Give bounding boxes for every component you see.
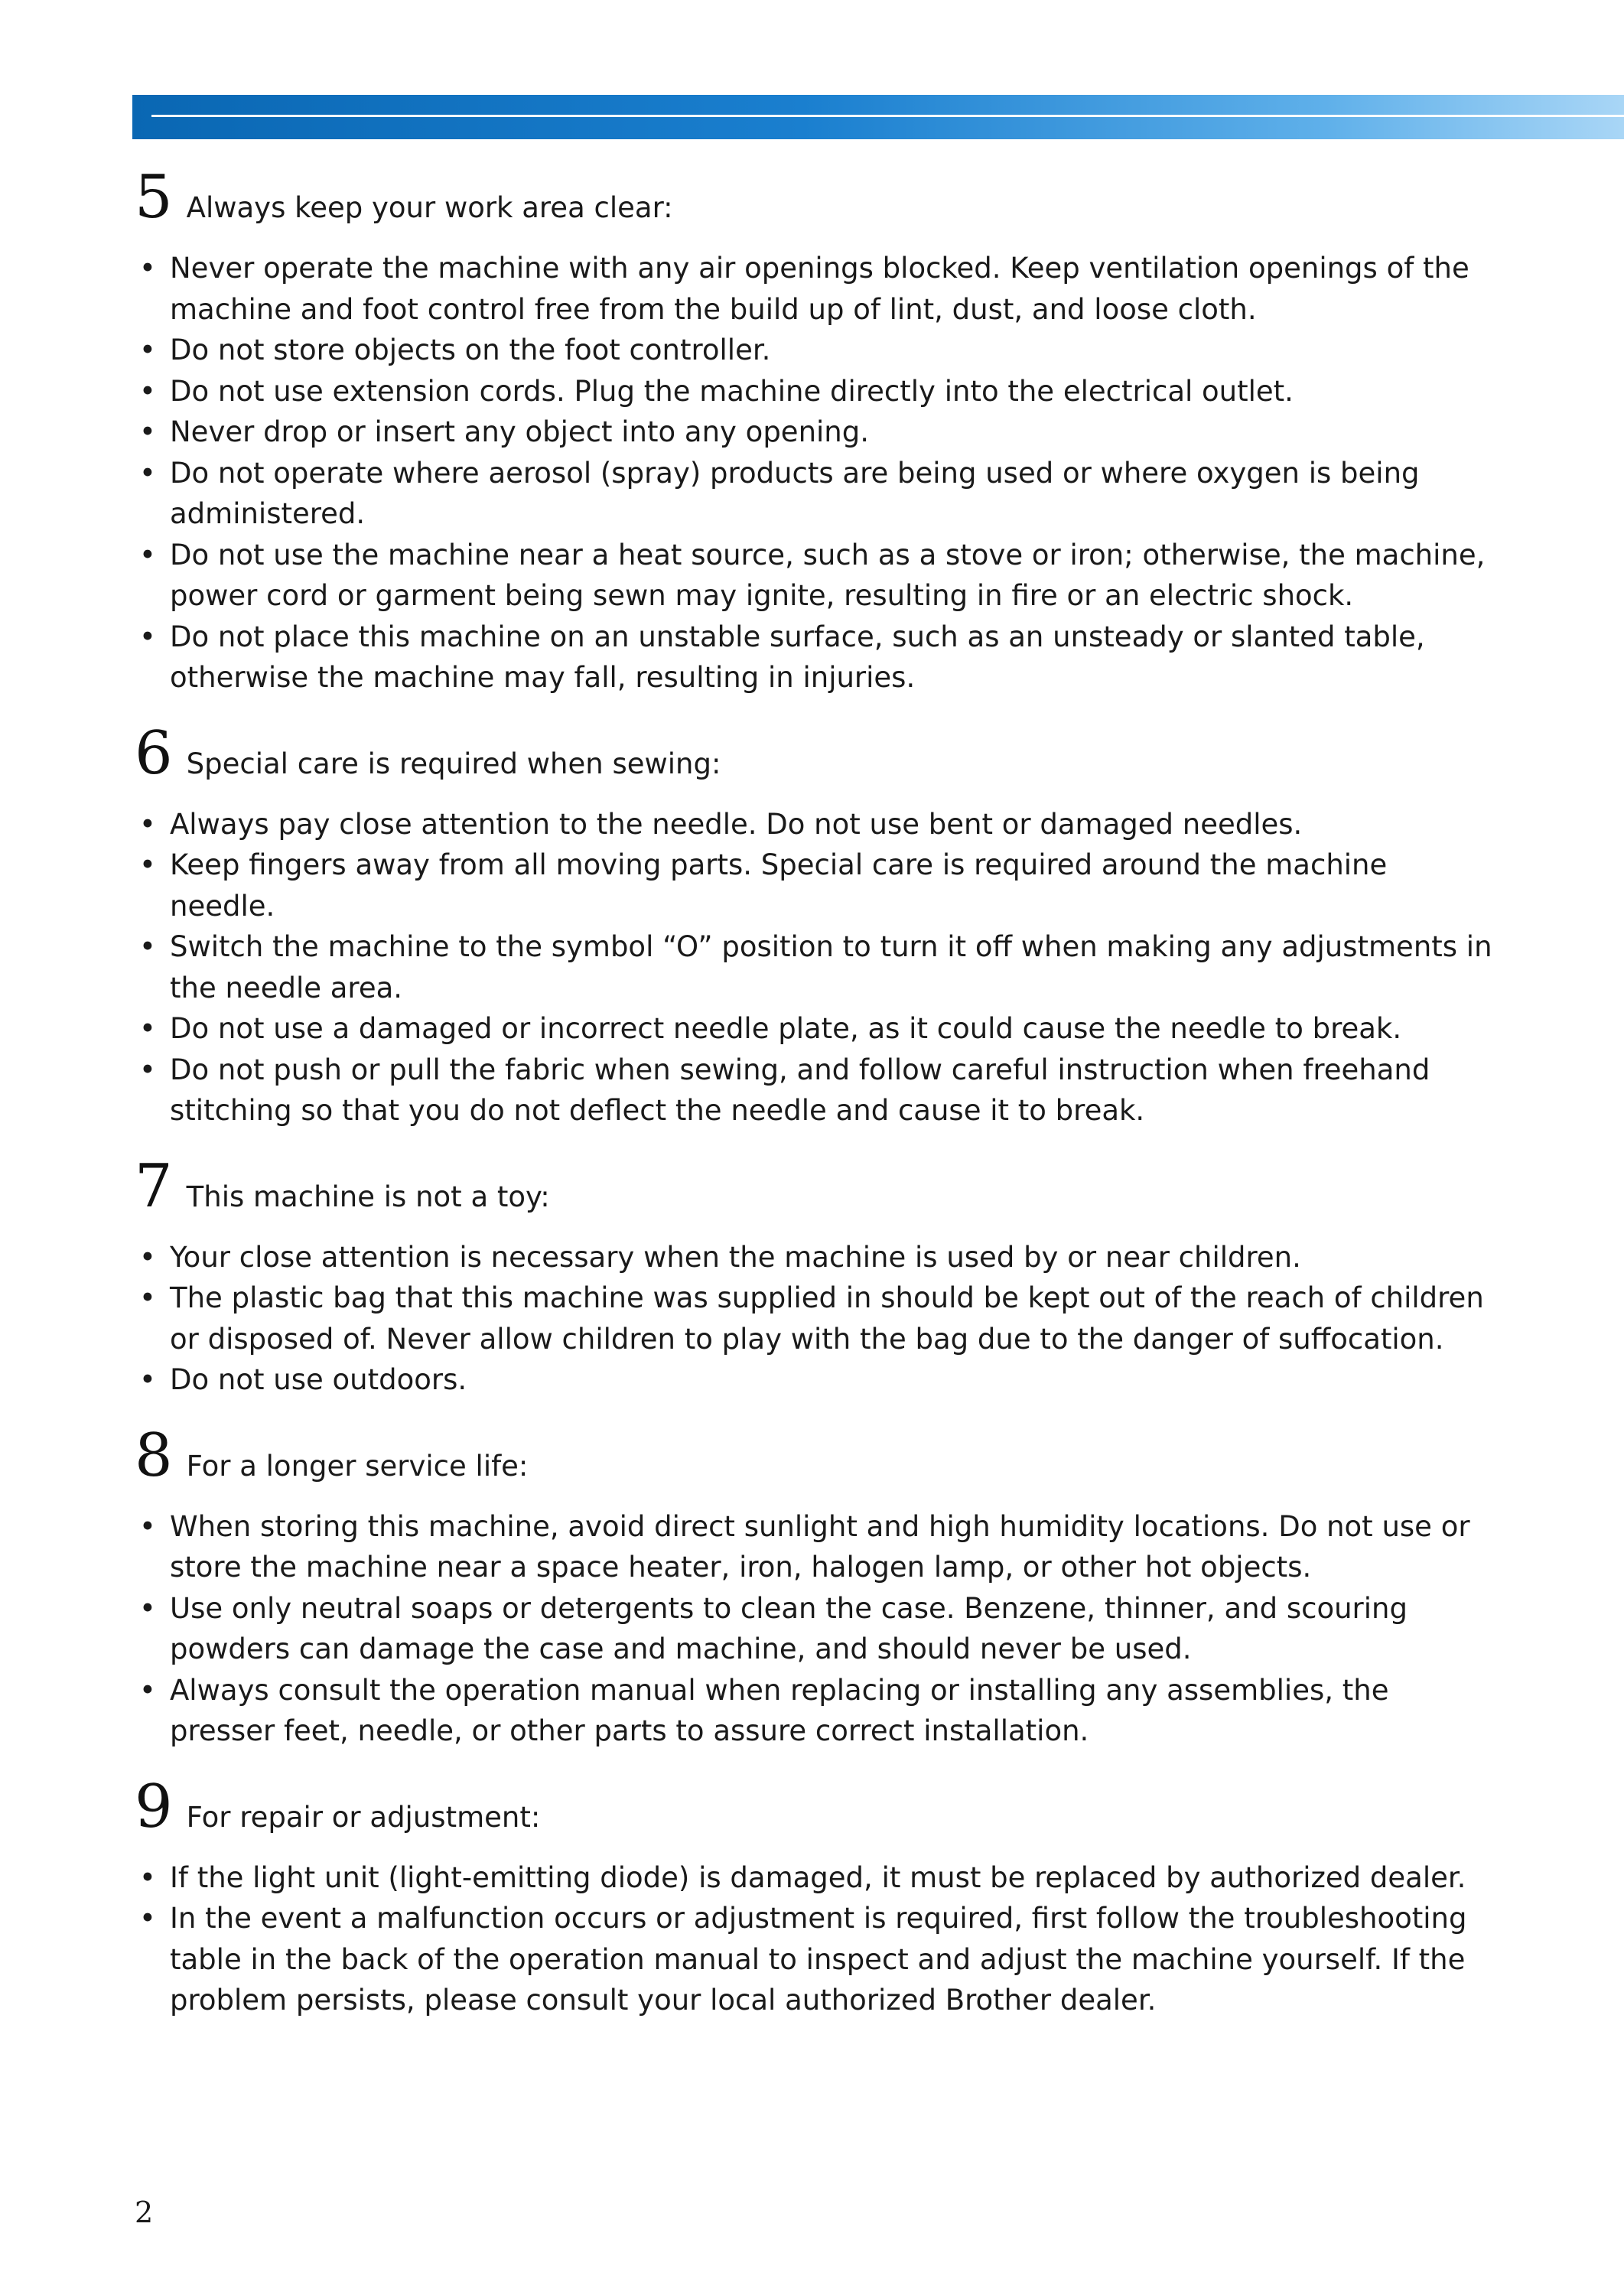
bullet-list xyxy=(135,1506,1496,1752)
section-number: 5 xyxy=(135,163,173,232)
section-8 xyxy=(135,1421,1496,1752)
bullet-icon: • xyxy=(139,1053,156,1086)
list-item xyxy=(135,1278,1496,1359)
bullet-list xyxy=(135,1237,1496,1401)
header-bar xyxy=(132,95,1624,139)
section-heading xyxy=(135,718,1496,788)
section-9 xyxy=(135,1772,1496,2021)
list-item-text: Do not use outdoors. xyxy=(170,1363,467,1396)
bullet-icon: • xyxy=(139,334,156,366)
section-number: 8 xyxy=(135,1421,173,1490)
section-title: Special care is required when sewing: xyxy=(186,747,721,780)
list-item xyxy=(135,1008,1496,1050)
list-item-text: Do not use the machine near a heat source, such as a stove or iron; otherwise, the machine, power cord or garment being sewn may ignite, resulting in fire or an electric shock. xyxy=(170,538,1486,612)
list-item xyxy=(135,1237,1496,1278)
list-item xyxy=(135,845,1496,926)
list-item-text: Do not operate where aerosol (spray) products are being used or where oxygen is being administered. xyxy=(170,456,1420,530)
section-heading xyxy=(135,1151,1496,1221)
list-item xyxy=(135,248,1496,330)
list-item xyxy=(135,371,1496,412)
header-rule xyxy=(151,115,1624,117)
section-title: This machine is not a toy: xyxy=(186,1180,550,1213)
bullet-icon: • xyxy=(139,1591,156,1625)
bullet-icon: • xyxy=(139,538,156,571)
bullet-icon: • xyxy=(139,252,156,285)
list-item-text: Do not place this machine on an unstable surface, such as an unsteady or slanted table, otherwise the machine may fall, resulting in injuries. xyxy=(170,620,1425,694)
section-number: 6 xyxy=(135,718,173,788)
list-item-text: Do not use extension cords. Plug the machine directly into the electrical outlet. xyxy=(170,374,1294,408)
bullet-icon: • xyxy=(139,930,156,963)
section-6 xyxy=(135,718,1496,1131)
list-item-text: Never operate the machine with any air openings blocked. Keep ventilation openings of the machine and foot control free from the build up of lint, dust, and loose cloth. xyxy=(170,252,1469,326)
list-item-text: Always pay close attention to the needle. Do not use bent or damaged needles. xyxy=(170,807,1303,841)
list-item xyxy=(135,1506,1496,1588)
list-item xyxy=(135,617,1496,698)
bullet-icon: • xyxy=(139,1281,156,1314)
section-title: Always keep your work area clear: xyxy=(186,191,673,224)
list-item xyxy=(135,1670,1496,1752)
bullet-icon: • xyxy=(139,1363,156,1396)
list-item-text: Switch the machine to the symbol “O” position to turn it off when making any adjustments in the needle area. xyxy=(170,930,1492,1004)
list-item-text: Always consult the operation manual when replacing or installing any assemblies, the presser feet, needle, or other parts to assure correct installation. xyxy=(170,1673,1389,1747)
bullet-icon: • xyxy=(139,456,156,490)
section-heading xyxy=(135,163,1496,232)
section-heading xyxy=(135,1772,1496,1841)
bullet-icon: • xyxy=(139,1509,156,1543)
section-number: 7 xyxy=(135,1151,173,1221)
list-item xyxy=(135,330,1496,371)
bullet-icon: • xyxy=(139,1673,156,1707)
list-item-text: Your close attention is necessary when the machine is used by or near children. xyxy=(170,1240,1301,1274)
list-item xyxy=(135,1050,1496,1131)
page-number: 2 xyxy=(135,2196,154,2229)
list-item xyxy=(135,1588,1496,1670)
list-item-text: In the event a malfunction occurs or adjustment is required, first follow the troubleshooting table in the back of the operation manual to inspect and adjust the machine yourself. If the problem persists, please consult your local authorized Brother dealer. xyxy=(170,1902,1467,2017)
list-item xyxy=(135,412,1496,453)
page-content xyxy=(135,163,1496,2046)
bullet-icon: • xyxy=(139,1012,156,1045)
section-5 xyxy=(135,163,1496,698)
list-item xyxy=(135,1898,1496,2021)
bullet-list xyxy=(135,1857,1496,2021)
bullet-list xyxy=(135,804,1496,1131)
list-item-text: Do not use a damaged or incorrect needle plate, as it could cause the needle to break. xyxy=(170,1012,1402,1045)
bullet-icon: • xyxy=(139,848,156,881)
bullet-icon: • xyxy=(139,1240,156,1274)
bullet-icon: • xyxy=(139,1860,156,1894)
list-item-text: When storing this machine, avoid direct sunlight and high humidity locations. Do not use or store the machine near a space heater, iron, halogen lamp, or other hot objects. xyxy=(170,1509,1470,1584)
list-item-text: Keep fingers away from all moving parts. Special care is required around the machine needle. xyxy=(170,848,1388,923)
list-item-text: Never drop or insert any object into any opening. xyxy=(170,415,869,448)
list-item-text: Do not push or pull the fabric when sewing, and follow careful instruction when freehand stitching so that you do not deflect the needle and cause it to break. xyxy=(170,1053,1430,1127)
section-title: For a longer service life: xyxy=(186,1449,529,1483)
list-item-text: Use only neutral soaps or detergents to clean the case. Benzene, thinner, and scouring powders can damage the case and machine, and should never be used. xyxy=(170,1591,1408,1665)
section-7 xyxy=(135,1151,1496,1401)
bullet-list xyxy=(135,248,1496,698)
section-heading xyxy=(135,1421,1496,1490)
section-title: For repair or adjustment: xyxy=(186,1800,541,1834)
bullet-icon: • xyxy=(139,807,156,841)
list-item xyxy=(135,926,1496,1008)
list-item-text: Do not store objects on the foot controller. xyxy=(170,334,771,366)
list-item xyxy=(135,535,1496,617)
list-item-text: If the light unit (light-emitting diode) is damaged, it must be replaced by authorized dealer. xyxy=(170,1860,1466,1894)
list-item xyxy=(135,453,1496,535)
bullet-icon: • xyxy=(139,1902,156,1935)
list-item xyxy=(135,804,1496,845)
section-number: 9 xyxy=(135,1772,173,1841)
list-item-text: The plastic bag that this machine was supplied in should be kept out of the reach of children or disposed of. Never allow children to play with the bag due to the danger of suffocation. xyxy=(170,1281,1484,1356)
bullet-icon: • xyxy=(139,374,156,408)
bullet-icon: • xyxy=(139,620,156,653)
list-item xyxy=(135,1359,1496,1401)
list-item xyxy=(135,1857,1496,1899)
bullet-icon: • xyxy=(139,415,156,448)
